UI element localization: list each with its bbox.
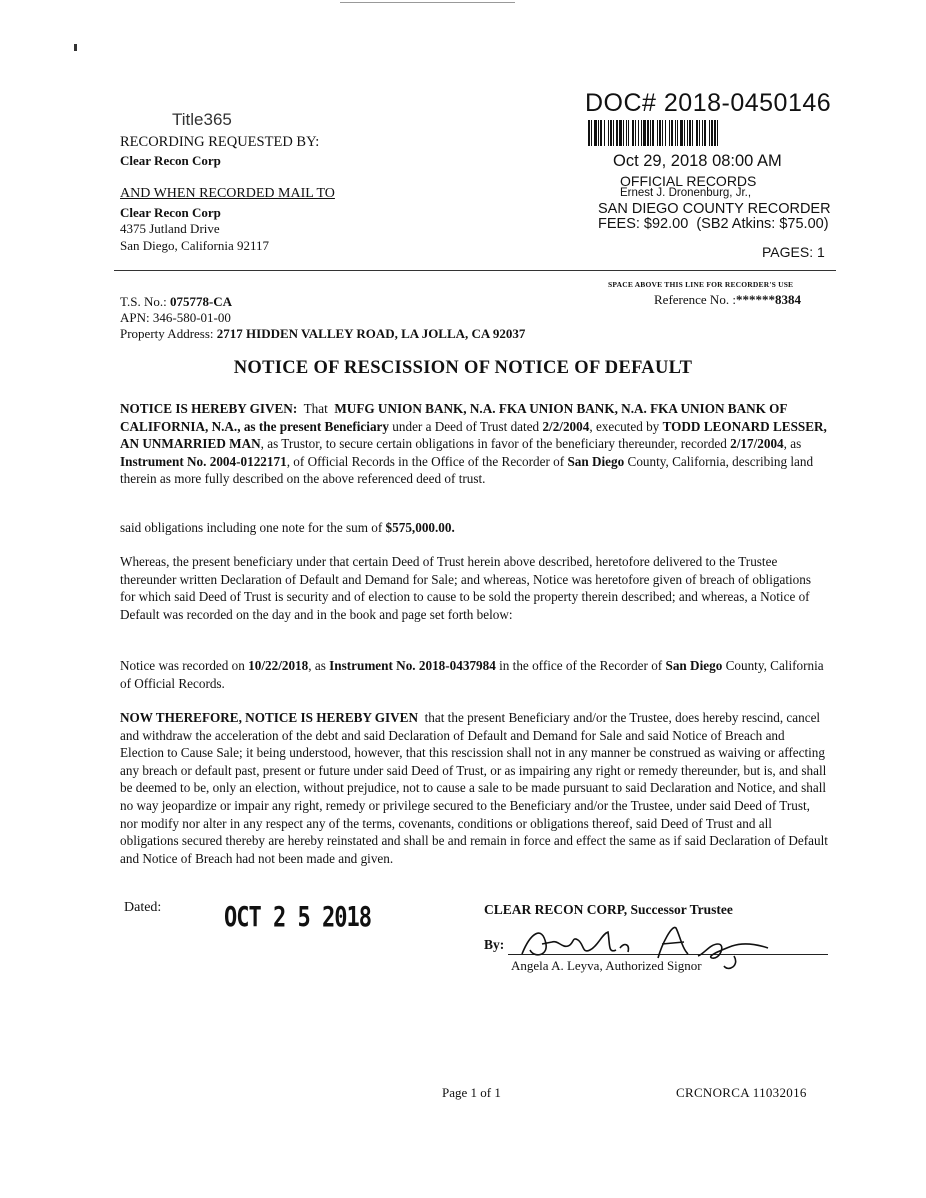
mail-to-label: AND WHEN RECORDED MAIL TO	[120, 186, 335, 201]
dated-stamp: OCT 2 5 2018	[224, 902, 371, 934]
page-number: Page 1 of 1	[442, 1085, 501, 1100]
apn: APN: 346-580-01-00	[120, 310, 231, 325]
recorder-use-line	[114, 270, 836, 271]
ts-label: T.S. No.:	[120, 294, 170, 309]
signer-name: Angela A. Leyva, Authorized Signor	[511, 958, 702, 973]
page-count: PAGES: 1	[762, 244, 825, 260]
by-label: By:	[484, 937, 505, 952]
county-recorder: SAN DIEGO COUNTY RECORDER	[598, 201, 831, 217]
recorder-name: Ernest J. Dronenburg, Jr.,	[620, 187, 752, 199]
address-label: Property Address:	[120, 326, 217, 341]
address-value: 2717 HIDDEN VALLEY ROAD, LA JOLLA, CA 92037	[216, 326, 526, 341]
mail-to-name: Clear Recon Corp	[120, 205, 221, 220]
recording-datetime: Oct 29, 2018 08:00 AM	[613, 152, 782, 170]
scan-speck	[74, 44, 77, 51]
doc-number: DOC# 2018-0450146	[585, 89, 832, 117]
paragraph-notice-recorded: Notice was recorded on 10/22/2018, as Instrument No. 2018-0437984 in the office of the Recorder of San Diego County, California of Official Records.	[120, 658, 824, 691]
scan-artifact-line	[340, 2, 515, 3]
recording-requested-label: RECORDING REQUESTED BY:	[120, 134, 320, 150]
recorder-fees: FEES: $92.00 (SB2 Atkins: $75.00)	[598, 216, 829, 232]
paragraph-whereas: Whereas, the present beneficiary under that certain Deed of Trust herein above described, heretofore delivered to the Trustee thereunder written Declaration of Default and Demand for Sale; and whereas, Notice was heretofore given of breach of obligations for which said Deed of Trust is security and of election to cause to be sold the property therein described; and whereas, a Notice of Default was recorded on the day and in the book and page set forth below:	[120, 554, 811, 622]
form-code: CRCNORCA 11032016	[676, 1085, 807, 1100]
title-company: Title365	[172, 110, 232, 129]
barcode-bar	[718, 120, 719, 146]
document-title: NOTICE OF RESCISSION OF NOTICE OF DEFAULT	[233, 358, 693, 378]
requested-by-name: Clear Recon Corp	[120, 153, 221, 168]
reference-value: ******8384	[735, 292, 801, 307]
dated-label: Dated:	[124, 900, 162, 915]
trustee-company: CLEAR RECON CORP, Successor Trustee	[484, 902, 733, 917]
official-records: OFFICIAL RECORDS	[620, 173, 757, 189]
reference-number	[654, 292, 801, 308]
property-address	[120, 326, 525, 342]
space-above-line-note: SPACE ABOVE THIS LINE FOR RECORDER'S USE	[608, 280, 794, 289]
paragraph-now-therefore: NOW THEREFORE, NOTICE IS HEREBY GIVEN that the present Beneficiary and/or the Trustee, does hereby rescind, cancel and withdraw the acceleration of the debt and said Declaration of Default and Demand for Sale and said Notice of Breach and Election to Cause Sale; it being understood, however, that this rescission shall not in any manner be construed as waiving or affecting any breach or default past, present or future under said Deed of Trust, or as impairing any right or remedy thereunder, but is, and shall be deemed to be, only an election, without prejudice, not to cause a sale to be made pursuant to said Declaration and Notice, and shall no way jeopardize or impair any right, remedy or privilege secured to the Beneficiary and/or the Trustee, under said Deed of Trust, nor modify nor alter in any respect any of the terms, covenants, conditions or obligations thereof, said Deed of Trust and all obligations secured thereby are hereby reinstated and shall be and remain in force and effect the same as if said Declaration of Default and Notice of Breach had not been made and given.	[120, 710, 832, 866]
ts-value: 075778-CA	[169, 294, 233, 309]
ts-number	[120, 294, 232, 310]
paragraph-notice-given: NOTICE IS HEREBY GIVEN: That MUFG UNION BANK, N.A. FKA UNION BANK, N.A. FKA UNION BANK OF CALIFORNIA, N.A., as the present Beneficiary under a Deed of Trust dated 2/2/2004, executed by TODD LEONARD LESSER, AN UNMARRIED MAN, as Trustor, to secure certain obligations in favor of the beneficiary thereunder, recorded 2/17/2004, as Instrument No. 2004-0122171, of Official Records in the Office of the Recorder of San Diego County, California, describing land therein as more fully described on the above referenced deed of trust.	[120, 401, 827, 487]
paragraph-obligations: said obligations including one note for the sum of $575,000.00.	[120, 520, 455, 535]
mail-to-city: San Diego, California 92117	[120, 238, 269, 253]
reference-label: Reference No. :	[654, 292, 736, 307]
barcode	[588, 120, 840, 146]
mail-to-street: 4375 Jutland Drive	[120, 221, 220, 236]
